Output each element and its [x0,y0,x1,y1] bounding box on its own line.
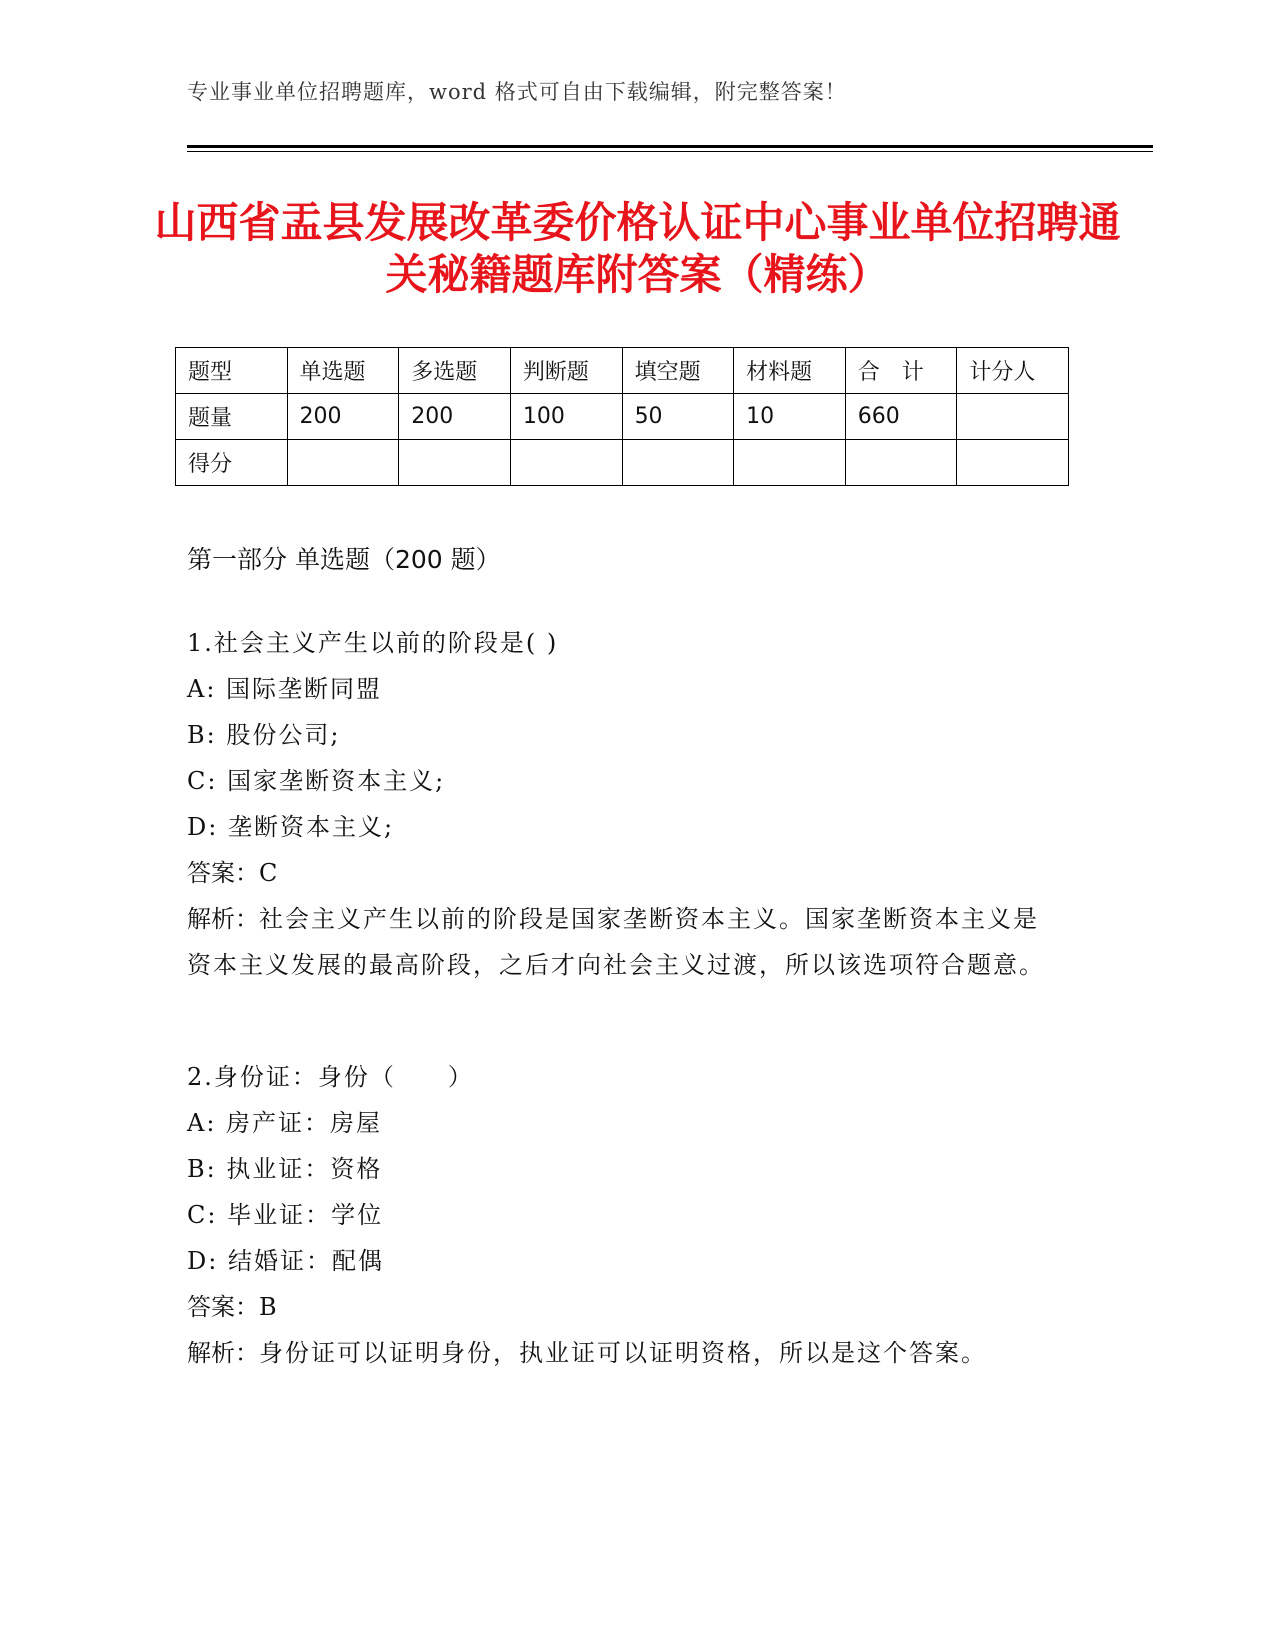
option-a: A: 房产证：房屋 [187,1109,383,1137]
option-a: A: 国际垄断同盟 [187,675,383,703]
explanation-label: 解析： [187,1339,259,1367]
question-stem: 2.身份证：身份（ ） [187,1063,474,1091]
answer-label: 答案： [187,859,259,887]
table-cell: 10 [734,394,846,440]
answer-line [187,850,1067,896]
answer-line [187,1284,1067,1330]
table-cell [510,440,622,486]
question-2 [187,1054,1067,1376]
table-cell: 100 [510,394,622,440]
table-cell: 题型 [176,348,288,394]
table-cell [957,394,1069,440]
score-table-row-count [176,394,1069,440]
table-cell [287,440,399,486]
table-cell: 合 计 [845,348,957,394]
score-table-row-type [176,348,1069,394]
table-cell [957,440,1069,486]
table-cell: 单选题 [287,348,399,394]
answer-value: B [259,1293,279,1321]
answer-label: 答案： [187,1293,259,1321]
question-stem: 1.社会主义产生以前的阶段是( ) [187,629,559,657]
header-rule-thick [187,145,1153,148]
table-cell [845,440,957,486]
table-cell [734,440,846,486]
explanation [187,1330,1057,1376]
table-cell [622,440,734,486]
explanation-text: 身份证可以证明身份，执业证可以证明资格，所以是这个答案。 [259,1339,987,1367]
table-cell: 计分人 [957,348,1069,394]
table-cell: 200 [399,394,511,440]
option-b: B: 股份公司; [187,721,341,749]
table-cell: 200 [287,394,399,440]
table-cell: 得分 [176,440,288,486]
option-b: B: 执业证：资格 [187,1155,383,1183]
table-cell: 材料题 [734,348,846,394]
explanation [187,896,1057,988]
explanation-text: 社会主义产生以前的阶段是国家垄断资本主义。国家垄断资本主义是资本主义发展的最高阶段，之后才向社会主义过渡，所以该选项符合题意。 [187,905,1045,979]
explanation-label: 解析： [187,905,259,933]
option-d: D: 结婚证：配偶 [187,1247,384,1275]
table-cell: 题量 [176,394,288,440]
section-heading: 第一部分 单选题（200 题） [187,545,501,574]
score-table [175,347,1069,486]
document-title: 山西省盂县发展改革委价格认证中心事业单位招聘通关秘籍题库附答案（精练） [154,198,1121,299]
header-note: 专业事业单位招聘题库，word 格式可自由下载编辑，附完整答案！ [187,80,847,104]
table-cell: 多选题 [399,348,511,394]
table-cell [399,440,511,486]
option-c: C: 毕业证：学位 [187,1201,384,1229]
table-cell: 660 [845,394,957,440]
header-rule-thin [187,151,1153,152]
answer-value: C [259,859,280,887]
score-table-row-score [176,440,1069,486]
table-cell: 50 [622,394,734,440]
table-cell: 填空题 [622,348,734,394]
question-1 [187,620,1067,988]
option-d: D: 垄断资本主义; [187,813,395,841]
table-cell: 判断题 [510,348,622,394]
option-c: C: 国家垄断资本主义; [187,767,446,795]
